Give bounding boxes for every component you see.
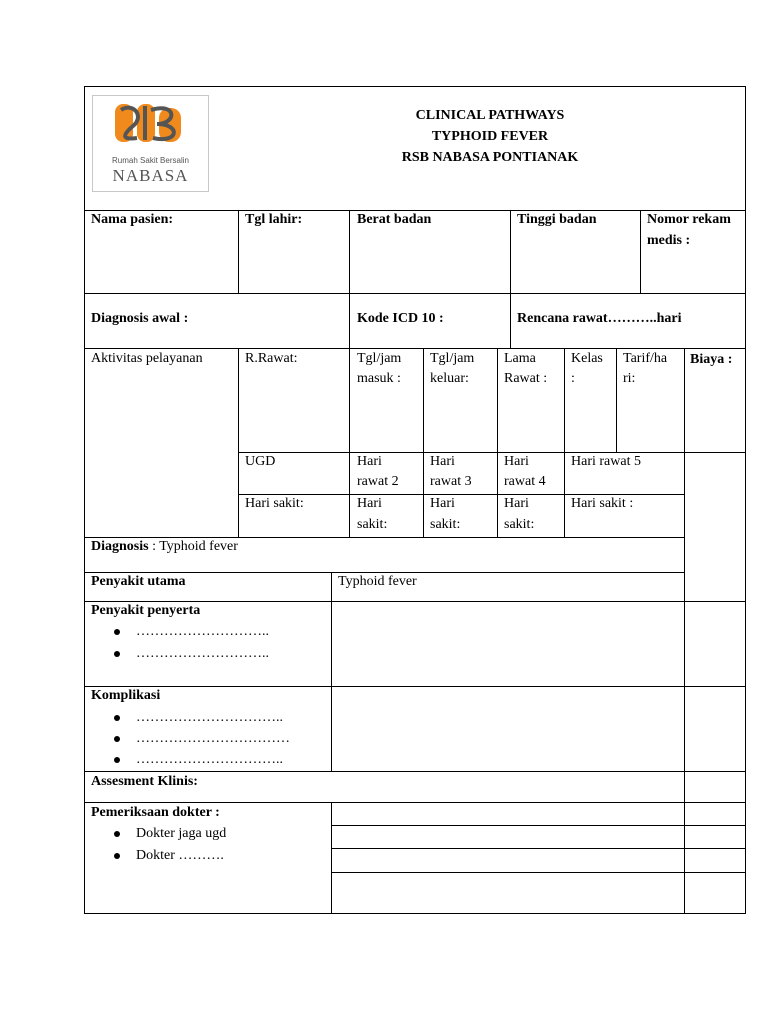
penyakit-utama-label: Penyakit utama [91,574,186,589]
diagnosis-label: Diagnosis [91,539,149,554]
berat-badan-label: Berat badan [357,212,432,227]
bullet-icon [114,853,120,859]
aktivitas-pelayanan-label: Aktivitas pelayanan [91,351,203,366]
tgl-keluar-label: Tgl/jam [430,351,475,366]
penyakit-penyerta-label: Penyakit penyerta [91,603,201,618]
rencana-rawat-label: Rencana rawat………..hari [517,311,682,326]
biaya-label: Biaya : [690,352,733,367]
diagnosis-awal-label: Diagnosis awal : [91,311,189,326]
hari-sakit-4-label: Hari [504,496,529,511]
title-line-1: CLINICAL PATHWAYS [415,108,565,123]
assesment-klinis-label: Assesment Klinis: [91,774,198,789]
kode-icd-label: Kode ICD 10 : [357,311,444,326]
hari-sakit-3-label-2: sakit: [430,517,461,532]
dokter-item: Dokter ………. [136,848,224,863]
hari-rawat-3-label: Hari [430,454,455,469]
lama-rawat-label-2: Rawat : [504,371,548,386]
bullet-icon [114,629,120,635]
hari-rawat-4-label-2: rawat 4 [504,474,546,489]
komplikasi-item-2: …………………………… [136,731,290,746]
medis-label: medis : [647,233,691,248]
penyakit-utama-value: Typhoid fever [338,574,417,589]
penyerta-item-1: ……………………….. [136,624,269,639]
tinggi-badan-label: Tinggi badan [517,212,597,227]
hari-sakit-2-label: Hari [357,496,382,511]
logo-name: NABASA [112,166,189,185]
r-rawat-label: R.Rawat: [245,351,298,366]
kelas-label-2: : [571,371,575,386]
hari-rawat-2-label-2: rawat 2 [357,474,399,489]
hari-rawat-3-label-2: rawat 3 [430,474,472,489]
tgl-masuk-label: Tgl/jam [357,351,402,366]
bullet-icon [114,651,120,657]
logo-caption: Rumah Sakit Bersalin [112,156,189,165]
komplikasi-label: Komplikasi [91,688,161,703]
bullet-icon [114,757,120,763]
kelas-label: Kelas [571,351,603,366]
dokter-jaga-item: Dokter jaga ugd [136,826,227,841]
tgl-masuk-label-2: masuk : [357,371,401,386]
lama-rawat-label: Lama [504,351,536,366]
tarif-label: Tarif/ha [623,351,668,366]
hari-rawat-2-label: Hari [357,454,382,469]
hari-sakit-2-label-2: sakit: [357,517,388,532]
title-line-2: TYPHOID FEVER [431,129,549,144]
ugd-label: UGD [245,454,276,469]
komplikasi-item-1: ………………………….. [136,710,283,725]
rsb-logo-icon [93,96,208,156]
diagnosis-line [91,537,238,557]
tgl-lahir-label: Tgl lahir: [245,212,303,227]
hari-rawat-4-label: Hari [504,454,529,469]
hari-sakit-4-label-2: sakit: [504,517,535,532]
hari-rawat-5-label: Hari rawat 5 [571,454,641,469]
bullet-icon [114,736,120,742]
nomor-rekam-label: Nomor rekam [647,212,731,227]
nama-pasien-label: Nama pasien: [91,212,174,227]
hari-sakit-3-label: Hari [430,496,455,511]
hari-sakit-label: Hari sakit: [245,496,304,511]
bullet-icon [114,715,120,721]
tarif-label-2: ri: [623,371,636,386]
bullet-icon [114,831,120,837]
diagnosis-value: : Typhoid fever [148,539,238,554]
hospital-logo [92,95,209,192]
komplikasi-item-3: ………………………….. [136,752,283,767]
hari-sakit-5-label: Hari sakit : [571,496,634,511]
tgl-keluar-label-2: keluar: [430,371,469,386]
title-line-3: RSB NABASA PONTIANAK [401,150,579,165]
penyerta-item-2: ……………………….. [136,646,269,661]
pemeriksaan-dokter-label: Pemeriksaan dokter : [91,805,220,820]
